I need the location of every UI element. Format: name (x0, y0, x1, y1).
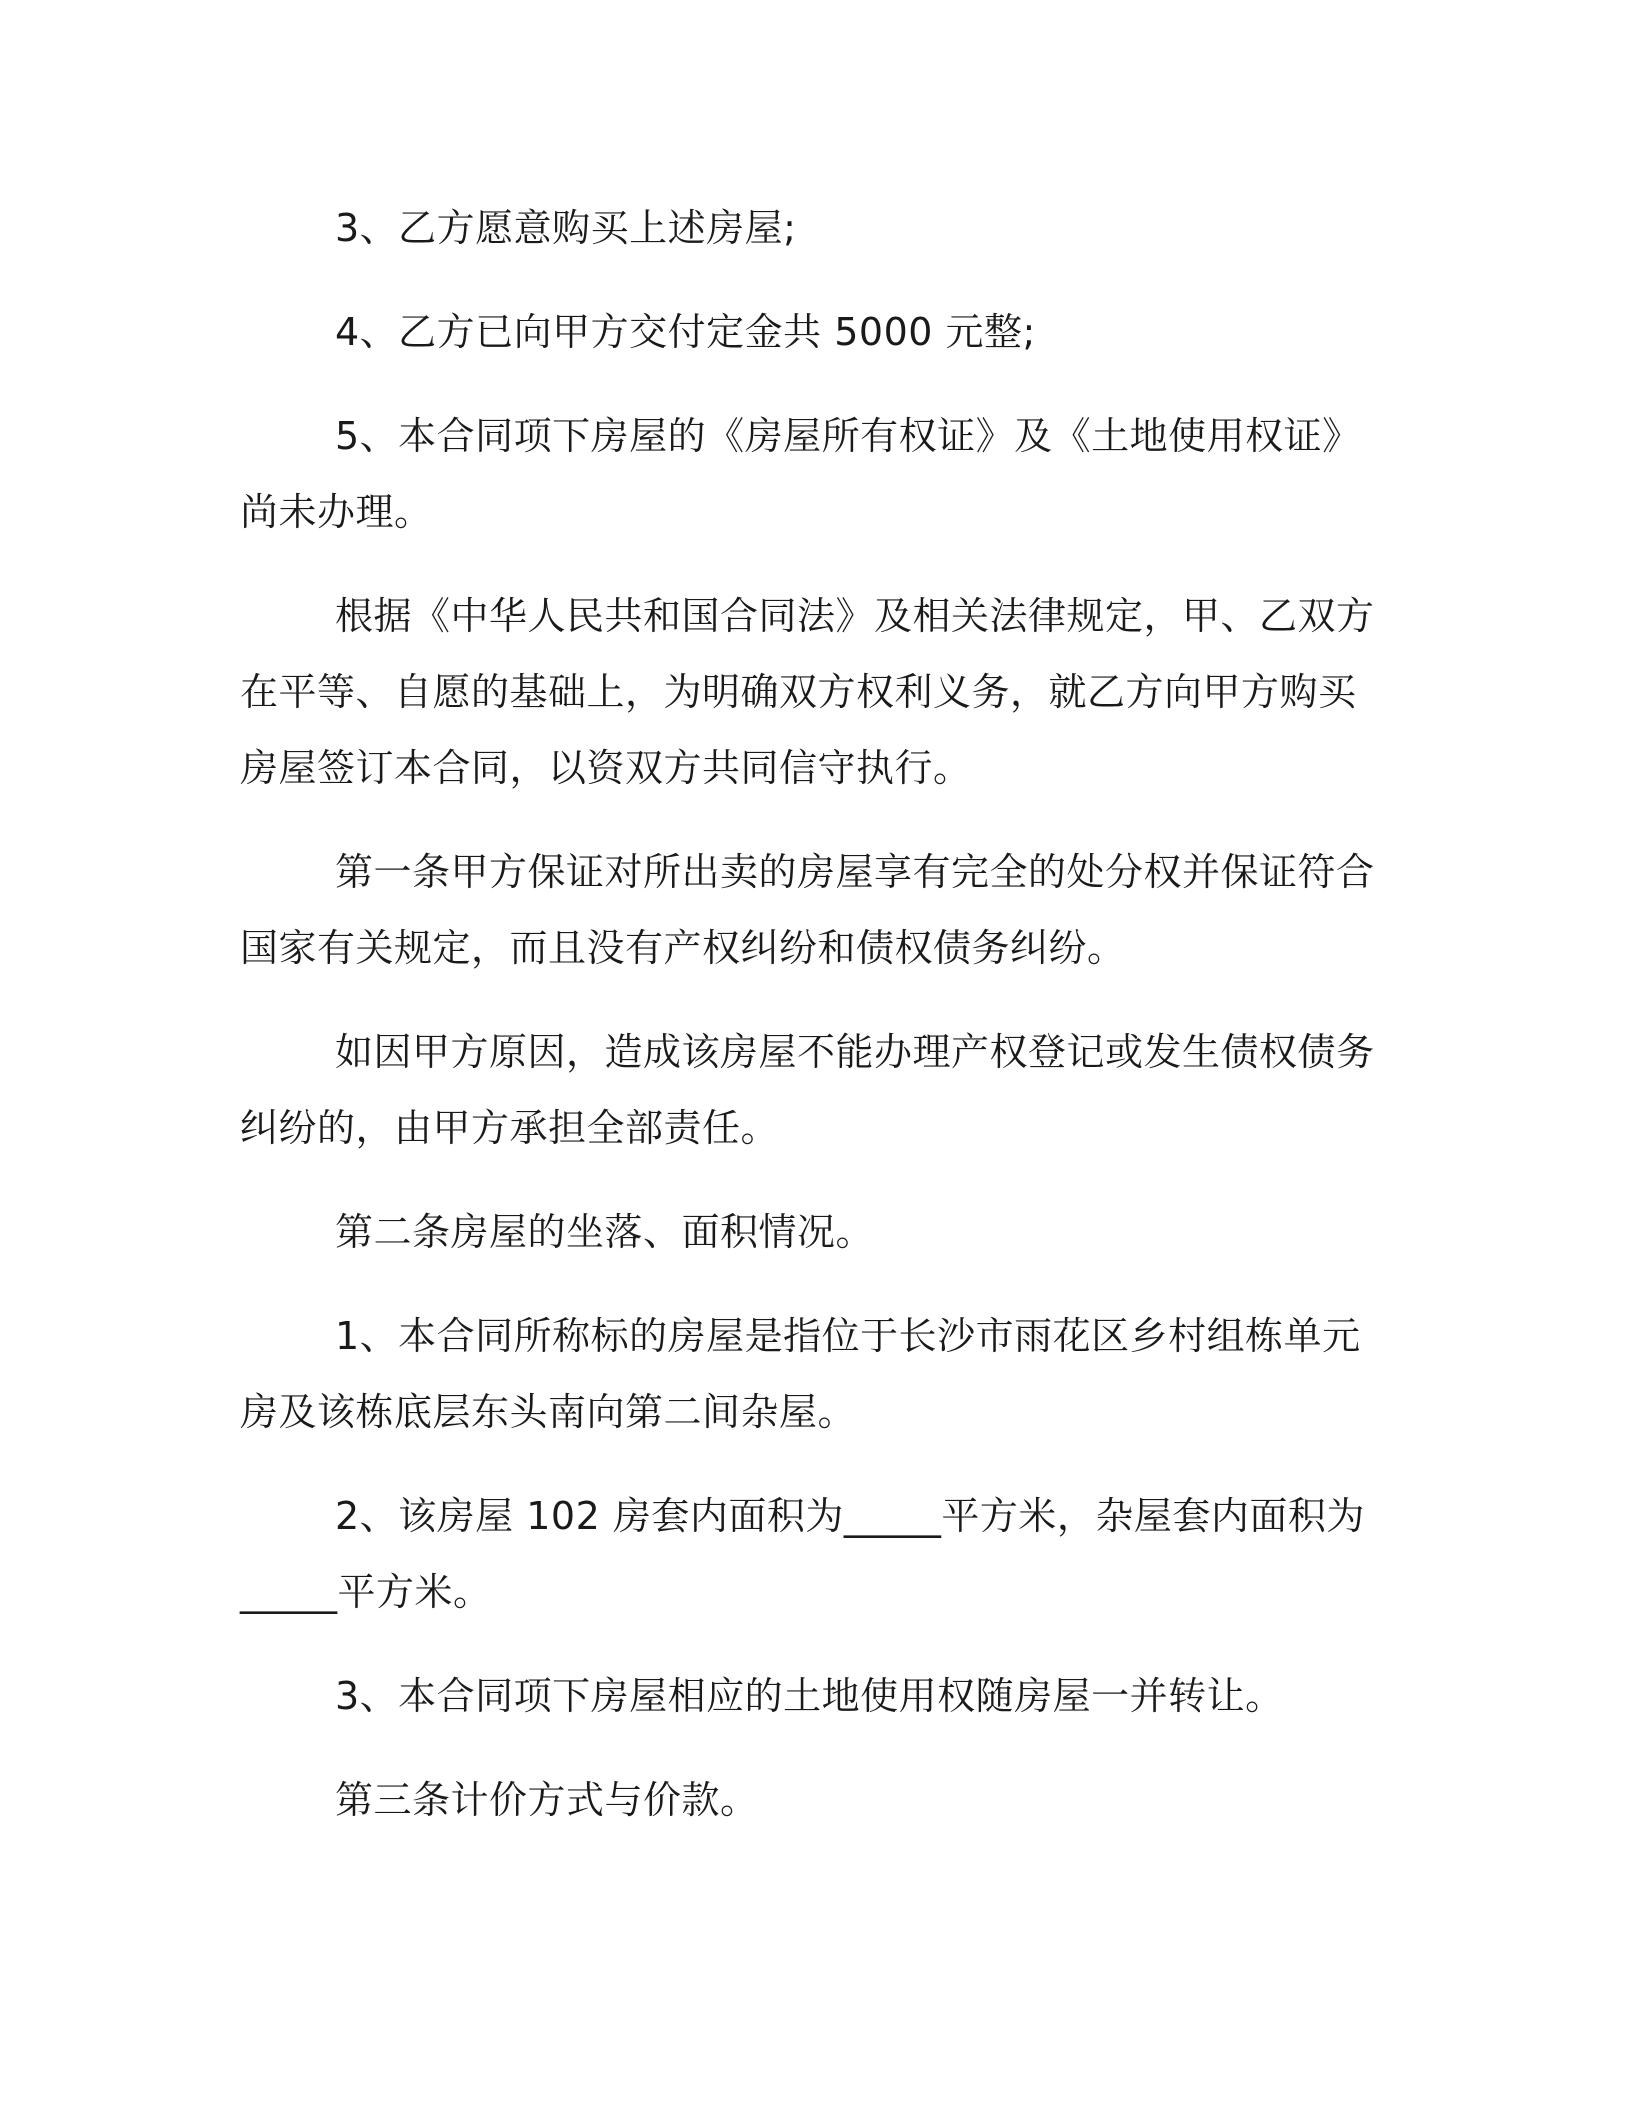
paragraph-land-use-right: 3、本合同项下房屋相应的土地使用权随房屋一并转让。 (335, 1674, 1284, 1718)
paragraph-article-3-heading: 第三条计价方式与价款。 (335, 1778, 759, 1822)
document-body (240, 190, 1380, 1866)
paragraph-article-1: 第一条甲方保证对所出卖的房屋享有完全的处分权并保证符合国家有关规定，而且没有产权纠纷和债权债务纠纷。 (240, 850, 1375, 970)
paragraph-legal-basis: 根据《中华人民共和国合同法》及相关法律规定，甲、乙双方在平等、自愿的基础上，为明确双方权利义务，就乙方向甲方购买房屋签订本合同，以资双方共同信守执行。 (240, 594, 1375, 790)
paragraph-item-5-certificates: 5、本合同项下房屋的《房屋所有权证》及《土地使用权证》尚未办理。 (240, 414, 1361, 534)
paragraph-property-location: 1、本合同所称标的房屋是指位于长沙市雨花区乡村组栋单元房及该栋底层东头南向第二间杂屋。 (240, 1314, 1361, 1434)
paragraph-item-3: 3、乙方愿意购买上述房屋; (335, 206, 797, 250)
paragraph-article-2-heading: 第二条房屋的坐落、面积情况。 (335, 1210, 875, 1254)
paragraph-party-a-liability: 如因甲方原因，造成该房屋不能办理产权登记或发生债权债务纠纷的，由甲方承担全部责任。 (240, 1030, 1375, 1150)
paragraph-property-area: 2、该房屋 102 房套内面积为_____平方米，杂屋套内面积为_____平方米。 (240, 1494, 1365, 1614)
paragraph-item-4-deposit: 4、乙方已向甲方交付定金共 5000 元整; (335, 310, 1036, 354)
